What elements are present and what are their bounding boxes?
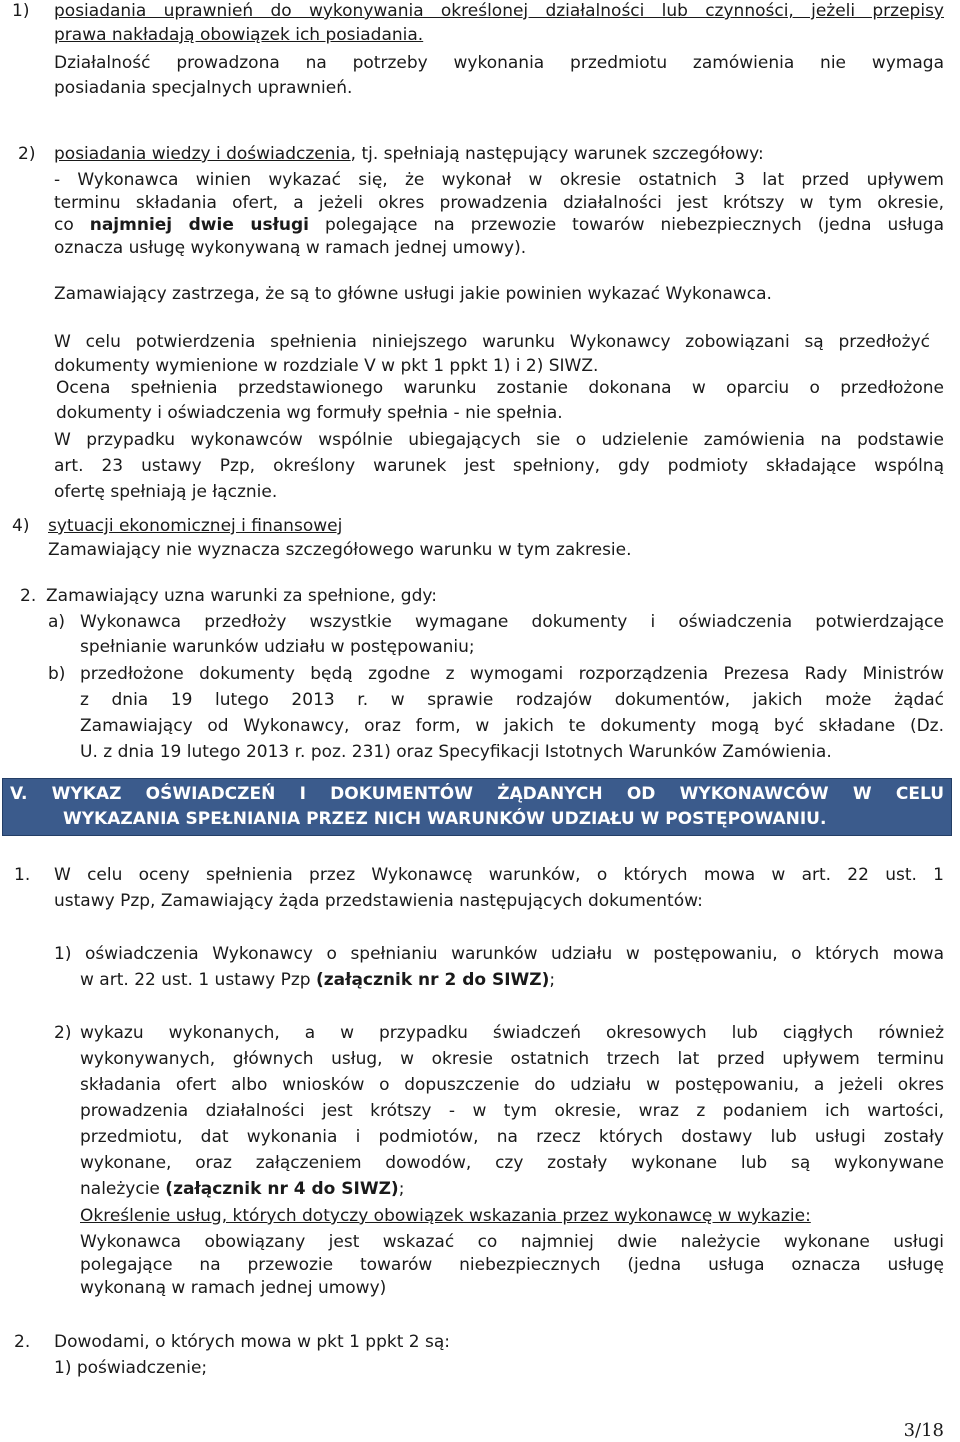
item-2-p4-line-1: Ocena spełnienia przedstawionego warunku zostanie dokonana w oparciu o przedłożone <box>56 378 944 398</box>
s5-item-1-line-2 <box>80 969 555 991</box>
item-2-p1-l3-pre: co <box>54 215 90 235</box>
s5-item-2-l7-pre: należycie <box>80 1179 166 1199</box>
item-2-p5-line-2: art. 23 ustawy Pzp, określony warunek jest spełniony, gdy podmioty składające wspólną <box>54 456 944 476</box>
item-2-p1-line-4: oznacza usługę wykonywaną w ramach jednej umowy). <box>54 238 527 258</box>
item-1-title-line-2: prawa nakładają obowiązek ich posiadania. <box>54 25 424 45</box>
item-1-text-line-2: posiadania specjalnych uprawnień. <box>54 78 353 98</box>
item-1-title-line-1: posiadania uprawnień do wykonywania określonej działalności lub czynności, jeżeli przepisy <box>54 1 944 21</box>
s5-point-1-line-2: ustawy Pzp, Zamawiający żąda przedstawienia następujących dokumentów: <box>54 891 703 911</box>
item-4-text: Zamawiający nie wyznacza szczegółowego warunku w tym zakresie. <box>48 540 632 560</box>
s5-item-1-l2-bold: (załącznik nr 2 do SIWZ) <box>316 970 550 990</box>
s5-note-title: Określenie usług, których dotyczy obowiązek wskazania przez wykonawcę w wykazie: <box>80 1206 811 1226</box>
page-number: 3/18 <box>903 1420 944 1441</box>
s5-item-1-l2-post: ; <box>549 970 556 990</box>
point-2-text: Zamawiający uzna warunki za spełnione, gdy: <box>46 586 437 606</box>
s5-note-line-3: wykonaną w ramach jednej umowy) <box>80 1278 387 1298</box>
section-5-heading-line-2: WYKAZANIA SPEŁNIANIA PRZEZ NICH WARUNKÓW UDZIAŁU W POSTĘPOWANIU. <box>63 809 827 829</box>
item-2-title-rest: , tj. spełniają następujący warunek szczegółowy: <box>350 144 764 164</box>
point-2-a-line-2: spełnianie warunków udziału w postępowaniu; <box>80 637 475 657</box>
point-2-b-line-4: U. z dnia 19 lutego 2013 r. poz. 231) oraz Specyfikacji Istotnych Warunków Zamówienia. <box>80 742 832 762</box>
item-2-p5-line-3: ofertę spełniają je łącznie. <box>54 482 278 502</box>
s5-item-2-line-3: składania ofert albo wniosków o dopuszczenie do udziału w postępowaniu, a jeżeli okres <box>80 1075 944 1095</box>
item-2-p1-line-2: terminu składania ofert, a jeżeli okres prowadzenia działalności jest krótszy w tym okresie, <box>54 193 944 213</box>
item-2-p5-line-1: W przypadku wykonawców wspólnie ubiegających sie o udzielenie zamówienia na podstawie <box>54 430 944 450</box>
s5-item-2-line-2: wykonywanych, głównych usług, w okresie ostatnich trzech lat przed upływem terminu <box>80 1049 944 1069</box>
item-2-p3-line-2: dokumenty wymienione w rozdziale V w pkt 1 ppkt 1) i 2) SIWZ. <box>54 356 599 376</box>
point-2-a-number: a) <box>48 612 66 632</box>
point-2-b-number: b) <box>48 664 66 684</box>
point-2-b-line-1: przedłożone dokumenty będą zgodne z wymogami rozporządzenia Prezesa Rady Ministrów <box>80 664 944 684</box>
s5-item-2-l7-post: ; <box>398 1179 405 1199</box>
section-5-heading <box>2 778 952 836</box>
s5-item-2-line-1: wykazu wykonanych, a w przypadku świadczeń okresowych lub ciągłych również <box>80 1023 944 1043</box>
item-1-text-line-1: Działalność prowadzona na potrzeby wykonania przedmiotu zamówienia nie wymaga <box>54 53 944 73</box>
item-2-heading <box>54 143 764 165</box>
s5-point-2-number: 2. <box>14 1332 31 1352</box>
s5-point-2-text: Dowodami, o których mowa w pkt 1 ppkt 2 są: <box>54 1332 451 1352</box>
s5-item-2-number: 2) <box>54 1023 72 1043</box>
s5-item-2-line-6: wykonane, oraz załączeniem dowodów, czy zostały wykonane lub są wykonywane <box>80 1153 944 1173</box>
item-2-title: posiadania wiedzy i doświadczenia <box>54 144 351 164</box>
item-2-p1-l3-bold: najmniej dwie usługi <box>89 215 309 235</box>
s5-item-1-line-1: 1) oświadczenia Wykonawcy o spełnianiu warunków udziału w postępowaniu, o których mowa <box>54 944 944 964</box>
point-2-a-line-1: Wykonawca przedłoży wszystkie wymagane dokumenty i oświadczenia potwierdzające <box>80 612 944 632</box>
item-2-p3-line-1: W celu potwierdzenia spełnienia niniejszego warunku Wykonawcy zobowiązani są przedłożyć <box>54 332 930 352</box>
point-2-number: 2. <box>20 586 37 606</box>
s5-note-line-1: Wykonawca obowiązany jest wskazać co najmniej dwie należycie wykonane usługi <box>80 1232 944 1252</box>
item-2-p1-l3-post: polegające na przewozie towarów niebezpiecznych (jedna usługa <box>308 215 944 235</box>
item-2-p1-line-3 <box>54 214 944 236</box>
s5-item-1-l2-pre: w art. 22 ust. 1 ustawy Pzp <box>80 970 316 990</box>
point-2-b-line-3: Zamawiający od Wykonawcy, oraz form, w jakich te dokumenty mogą być składane (Dz. <box>80 716 944 736</box>
s5-item-2-line-4: prowadzenia działalności jest krótszy - w tym okresie, wraz z podaniem ich wartości, <box>80 1101 944 1121</box>
item-2-number: 2) <box>18 144 36 164</box>
s5-point-1-line-1: W celu oceny spełnienia przez Wykonawcę warunków, o których mowa w art. 22 ust. 1 <box>54 865 944 885</box>
section-5-heading-line-1: V. WYKAZ OŚWIADCZEŃ I DOKUMENTÓW ŻĄDANYCH OD WYKONAWCÓW W CELU <box>10 784 944 804</box>
s5-item-2-line-5: przedmiotu, dat wykonania i podmiotów, na rzecz których dostawy lub usługi zostały <box>80 1127 944 1147</box>
item-2-p2: Zamawiający zastrzega, że są to główne usługi jakie powinien wykazać Wykonawca. <box>54 284 772 304</box>
s5-note-line-2: polegające na przewozie towarów niebezpiecznych (jedna usługa oznacza usługę <box>80 1255 944 1275</box>
item-4-title: sytuacji ekonomicznej i finansowej <box>48 516 343 536</box>
s5-item-2-l7-bold: (załącznik nr 4 do SIWZ) <box>165 1179 399 1199</box>
s5-point-2-item-1: 1) poświadczenie; <box>54 1358 208 1378</box>
item-1-number: 1) <box>12 1 30 21</box>
point-2-b-line-2: z dnia 19 lutego 2013 r. w sprawie rodzajów dokumentów, jakich może żądać <box>80 690 944 710</box>
s5-point-1-number: 1. <box>14 865 31 885</box>
item-2-p1-line-1: - Wykonawca winien wykazać się, że wykonał w okresie ostatnich 3 lat przed upływem <box>54 170 944 190</box>
item-4-number: 4) <box>12 516 30 536</box>
s5-item-2-line-7 <box>80 1178 404 1200</box>
item-2-p4-line-2: dokumenty i oświadczenia wg formuły spełnia - nie spełnia. <box>56 403 563 423</box>
